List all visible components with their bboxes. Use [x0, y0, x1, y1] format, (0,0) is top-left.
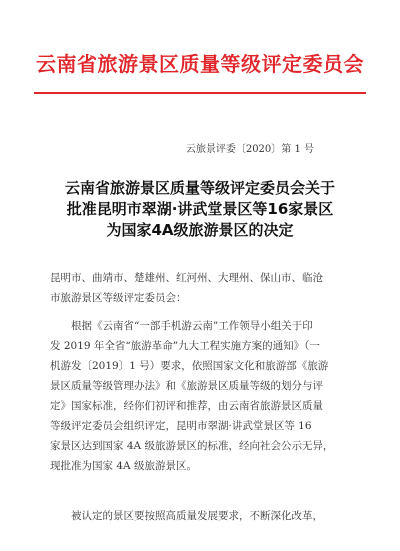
letterhead-red-rule [34, 92, 366, 94]
body-paragraph-2 [50, 506, 362, 526]
body-paragraph-1 [50, 316, 362, 476]
body-line: 等级评定委员会组织评定，昆明市翠湖·讲武堂景区等 16 [50, 420, 312, 432]
body-line: 景区质量等级管理办法》和《旅游景区质量等级的划分与评 [50, 380, 323, 392]
body-line: 被认定的景区要按照高质量发展要求，不断深化改革， [50, 510, 323, 522]
body-line: 根据《云南省“一部手机游云南”工作领导小组关于印 [50, 320, 313, 332]
document-number: 云旅景评委〔2020〕第 1 号 [185, 144, 314, 155]
body-line: 家景区达到国家 4A 级旅游景区的标准，经向社会公示无异， [50, 440, 334, 452]
title-line-1: 云南省旅游景区质量等级评定委员会关于 [64, 179, 335, 197]
salutation-line-2: 市旅游景区等级评定委员会： [50, 292, 187, 304]
body-line: 机游发〔2019〕1 号）要求，依照国家文化和旅游部《旅游 [50, 360, 329, 372]
salutation [50, 268, 362, 308]
document-title [40, 178, 360, 241]
body-line: 发 2019 年全省“旅游革命”九大工程实施方案的通知》（一 [50, 340, 320, 352]
title-line-2: 批准昆明市翠湖·讲武堂景区等16家景区 [66, 200, 334, 218]
salutation-line-1: 昆明市、曲靖市、楚雄州、红河州、大理州、保山市、临沧 [50, 272, 323, 284]
title-line-3: 为国家4A级旅游景区的决定 [106, 221, 294, 239]
body-line: 定》国家标准，经你们初评和推荐，由云南省旅游景区质量 [50, 400, 323, 412]
letterhead-org-name: 云南省旅游景区质量等级评定委员会 [36, 52, 364, 76]
body-line: 现批准为国家 4A 级旅游景区。 [50, 460, 197, 472]
